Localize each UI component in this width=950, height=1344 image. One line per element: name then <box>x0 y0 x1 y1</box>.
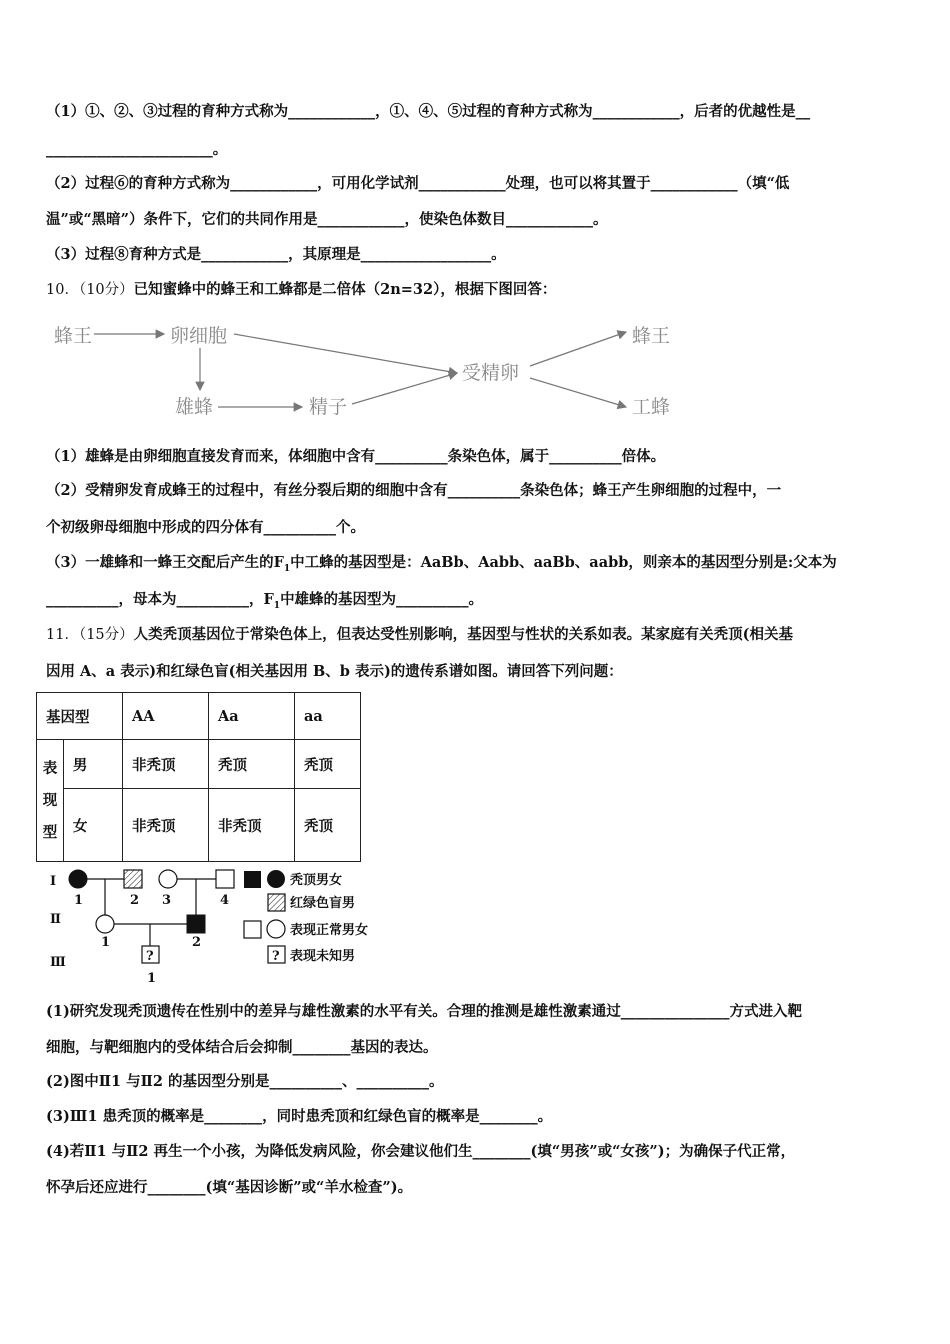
flow-queen-out: 蜂王 <box>632 325 671 347</box>
arrow-sperm-zygote <box>352 373 457 404</box>
generation-label: Ⅲ <box>50 955 66 970</box>
table-header-cell: AA <box>123 693 209 740</box>
q10-sub2-line2: 个初级卵母细胞中形成的四分体有__________个。 <box>46 519 365 536</box>
legend-normal-female-icon <box>267 920 285 938</box>
q10-number: 10．（10分） <box>46 282 134 298</box>
unknown-mark: ? <box>146 949 154 964</box>
pedigree-number: 3 <box>162 893 172 908</box>
legend-label: 红绿色盲男 <box>290 896 356 911</box>
q10-sub2-line1: （2）受精卵发育成蜂王的过程中，有丝分裂后期的细胞中含有__________条染色体；蜂王产生卵细胞的过程中，一 <box>46 482 782 499</box>
arrow-zygote-queen <box>530 332 626 366</box>
q11-stem-line2: 因用 A、a 表示)和红绿色盲(相关基因用 B、b 表示)的遗传系谱如图。请回答下列问题： <box>46 663 623 680</box>
q11-sub1-line1: (1)研究发现秃顶遗传在性别中的差异与雄性激素的水平有关。合理的推测是雄性激素通过_______________方式进入靶 <box>46 1003 803 1020</box>
bee-flow-diagram <box>50 312 690 424</box>
q10-sub3-part-d: 中雄蜂的基因型为__________。 <box>280 591 484 608</box>
pedigree-number: 2 <box>130 893 140 908</box>
q10-sub3-part-a: （3）一雄蜂和一蜂王交配后产生的F <box>46 554 284 571</box>
q10-sub3-part-b: 中工蜂的基因型是：AaBb、Aabb、aaBb、aabb，则亲本的基因型分别是:父本为 <box>290 554 837 571</box>
q11-sub2: (2)图中Ⅱ1 与Ⅱ2 的基因型分别是__________、__________。 <box>46 1073 444 1090</box>
legend-bald-male-icon <box>244 871 261 888</box>
table-header-cell: Aa <box>209 693 295 740</box>
q9-sub2-line2: 温”或“黑暗”）条件下，它们的共同作用是____________，使染色体数目____________。 <box>46 211 608 228</box>
pedigree-number: 1 <box>147 971 157 986</box>
q11-number: 11．（15分） <box>46 627 134 643</box>
phenotype-label <box>37 740 64 862</box>
phenotype-char: 现 <box>42 791 58 809</box>
sex-cell: 女 <box>63 789 122 862</box>
sex-cell: 男 <box>63 740 122 789</box>
q11-stem-line1 <box>46 625 793 645</box>
pedigree-II2-bald-male <box>187 915 205 933</box>
table-cell: 秃顶 <box>295 740 361 789</box>
pedigree-I4-normal-male <box>216 870 234 888</box>
q11-sub3: (3)Ⅲ1 患秃顶的概率是________，同时患秃顶和红绿色盲的概率是________。 <box>46 1108 553 1125</box>
q11-text: 人类秃顶基因位于常染色体上，但表达受性别影响，基因型与性状的关系如表。某家庭有关秃顶(相关基 <box>133 626 794 643</box>
pedigree-chart <box>40 862 400 992</box>
arrow-egg-zygote <box>234 334 457 373</box>
table-header-cell: aa <box>295 693 361 740</box>
q9-sub1-line1: （1）①、②、③过程的育种方式称为____________，①、④、⑤过程的育种方式称为____________，后者的优越性是__ <box>46 103 811 120</box>
generation-label: Ⅱ <box>50 912 61 927</box>
q10-sub3-part-c: __________，母本为__________，F <box>46 591 274 608</box>
pedigree-number: 1 <box>74 893 84 908</box>
pedigree-I2-colorblind-male <box>124 870 142 888</box>
q9-sub2-line1: （2）过程⑥的育种方式称为____________，可用化学试剂____________处理，也可以将其置于____________（填“低 <box>46 175 790 192</box>
f1-subscript: 1 <box>283 563 291 574</box>
flow-egg: 卵细胞 <box>170 325 228 347</box>
f1-subscript-2: 1 <box>273 600 281 611</box>
q10-sub3-line1 <box>46 553 837 579</box>
legend-normal-male-icon <box>244 921 261 938</box>
phenotype-char: 型 <box>42 823 58 841</box>
table-header-row <box>37 693 361 740</box>
pedigree-number: 2 <box>192 935 202 950</box>
q10-sub1: （1）雄蜂是由卵细胞直接发育而来，体细胞中含有__________条染色体，属于__________倍体。 <box>46 448 666 465</box>
q11-sub4-line1: (4)若Ⅱ1 与Ⅱ2 再生一个小孩，为降低发病风险，你会建议他们生________(填“男孩”或“女孩”)；为确保子代正常， <box>46 1143 796 1160</box>
flow-worker: 工蜂 <box>632 396 671 418</box>
q10-sub3-line2 <box>46 590 483 616</box>
pedigree-II1-normal-female <box>96 915 114 933</box>
q10-text: 已知蜜蜂中的蜂王和工蜂都是二倍体（2n=32），根据下图回答： <box>133 281 557 298</box>
legend-unknown-mark: ? <box>272 949 280 964</box>
q9-sub1-line2: _______________________。 <box>46 141 228 158</box>
table-cell: 非秃顶 <box>123 740 209 789</box>
flow-queen-top: 蜂王 <box>54 325 93 347</box>
pedigree-I3-normal-female <box>159 870 177 888</box>
q11-sub1-line2: 细胞，与靶细胞内的受体结合后会抑制________基因的表达。 <box>46 1039 438 1056</box>
table-cell: 非秃顶 <box>123 789 209 862</box>
flow-zygote: 受精卵 <box>462 362 520 384</box>
legend-bald-female-icon <box>267 870 285 888</box>
legend-colorblind-male-icon <box>268 894 285 911</box>
generation-label: Ⅰ <box>50 874 57 889</box>
genotype-phenotype-table <box>36 692 361 862</box>
legend-label: 秃顶男女 <box>290 873 343 888</box>
q11-sub4-line2: 怀孕后还应进行________(填“基因诊断”或“羊水检查”)。 <box>46 1179 413 1196</box>
table-cell: 秃顶 <box>209 740 295 789</box>
q9-sub3-line: （3）过程⑧育种方式是____________，其原理是__________________。 <box>46 246 506 263</box>
pedigree-number: 1 <box>101 935 111 950</box>
arrow-zygote-worker <box>530 378 626 407</box>
legend-label: 表现未知男 <box>290 949 356 964</box>
phenotype-char: 表 <box>42 759 58 777</box>
table-cell: 秃顶 <box>295 789 361 862</box>
table-row <box>37 740 361 789</box>
pedigree-number: 4 <box>220 893 230 908</box>
table-row <box>37 789 361 862</box>
flow-sperm: 精子 <box>309 396 348 418</box>
flow-drone: 雄蜂 <box>175 396 214 418</box>
table-header-cell: 基因型 <box>37 693 123 740</box>
q10-stem <box>46 280 556 300</box>
legend-label: 表现正常男女 <box>290 923 369 938</box>
pedigree-I1-bald-female <box>69 870 87 888</box>
table-cell: 非秃顶 <box>209 789 295 862</box>
